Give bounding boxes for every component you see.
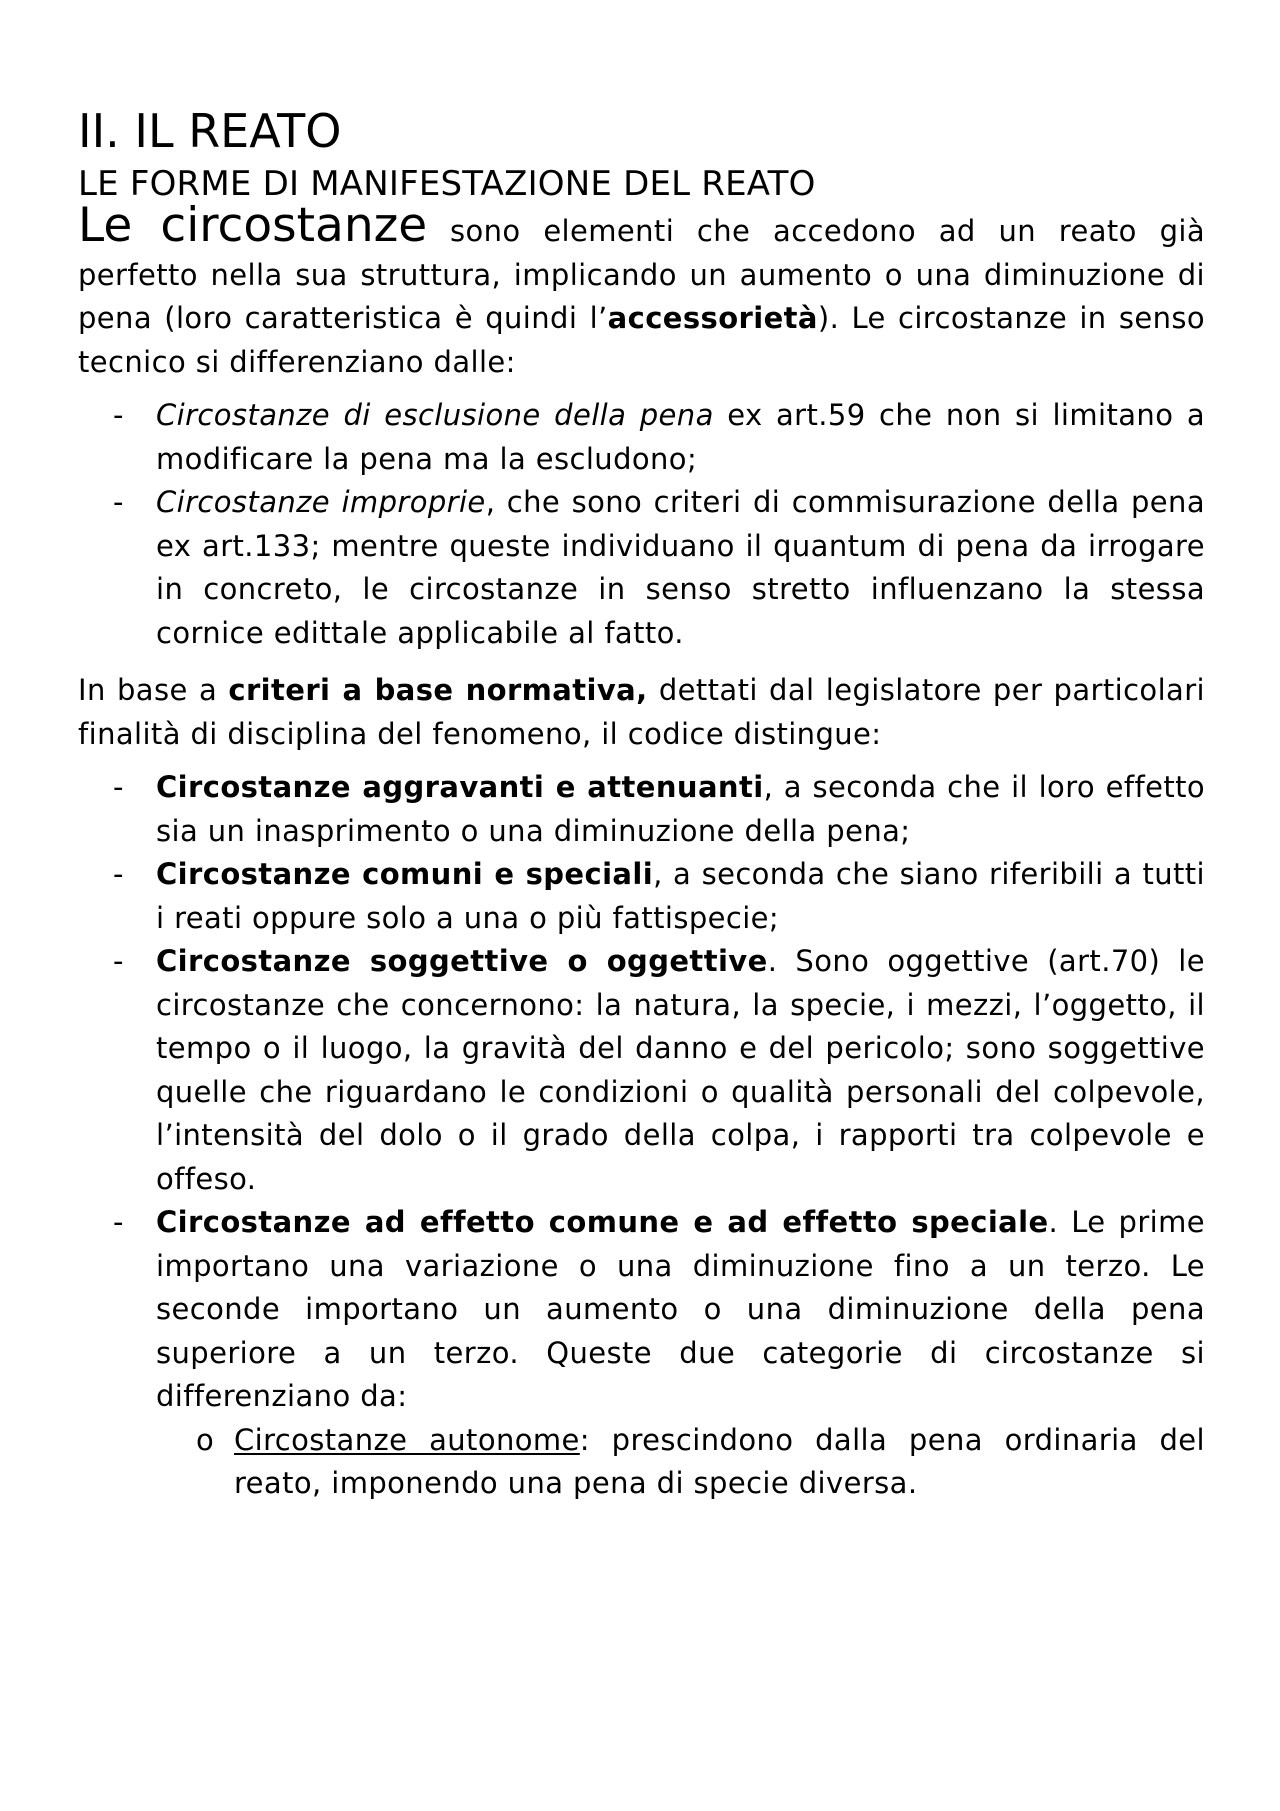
list-item-text: . Le prime importano una variazione o una diminuzione fino a un terzo. Le seconde importano un aumento o una diminuzione della pena superiore a un terzo. Queste due categorie di circostanze si differenziano da: — [156, 1205, 1205, 1413]
list-item — [156, 940, 1205, 1201]
list-item-text: ex art.59 che non si limitano a modificare la pena ma la escludono; — [156, 398, 1205, 476]
circumstance-types-list — [78, 766, 1205, 1506]
list-item-text: . Sono oggettive (art.70) le circostanze che concernono: la natura, la specie, i mezzi, l’oggetto, il tempo o il luogo, la gravità del danno e del pericolo; sono soggettive quelle che riguardano le condizioni o qualità personali del colpevole, l’intensità del dolo o il grado della colpa, i rapporti tra colpevole e offeso. — [156, 944, 1206, 1196]
sublist-item-text: : prescindono dalla pena ordinaria del reato, imponendo una pena di specie diversa. — [234, 1422, 1205, 1500]
section-subtitle: LE FORME DI MANIFESTAZIONE DEL REATO — [78, 164, 816, 204]
list-item-text: , che sono criteri di commisurazione della pena ex art.133; mentre queste individuano il quantum di pena da irrogare in concreto, le circostanze in senso stretto influenzano la stessa cornice edittale applicabile al fatto. — [156, 485, 1205, 650]
list-item-term: Circostanze soggettive o oggettive — [156, 944, 768, 978]
criteria-text-2: dettati dal legislatore per particolari finalità di disciplina del fenomeno, il codice distingue: — [78, 673, 1205, 751]
list-item-text: , a seconda che il loro effetto sia un inasprimento o una diminuzione della pena; — [156, 770, 1205, 848]
criteria-bold-term: criteri a base normativa, — [228, 673, 648, 707]
intro-lead: Le circostanze — [78, 198, 428, 253]
document-content — [78, 102, 1205, 1516]
list-item — [156, 766, 1205, 853]
improper-circumstances-list — [78, 394, 1205, 655]
list-item — [156, 853, 1205, 940]
chapter-title: II. IL REATO — [78, 104, 342, 158]
intro-paragraph — [78, 198, 1206, 384]
list-item-term: Circostanze di esclusione della pena — [156, 398, 714, 432]
list-item-text: , a seconda che siano riferibili a tutti i reati oppure solo a una o più fattispecie; — [156, 857, 1205, 935]
list-item-term: Circostanze ad effetto comune e ad effetto speciale — [156, 1205, 1049, 1239]
list-item-term: Circostanze comuni e speciali — [156, 857, 654, 891]
list-item — [156, 1201, 1205, 1506]
intro-text-2: ). Le circostanze in senso tecnico si differenziano dalle: — [78, 301, 1205, 379]
criteria-text-1: In base a — [78, 673, 229, 707]
intro-text-1: sono elementi che accedono ad un reato già perfetto nella sua struttura, implicando un aumento o una diminuzione di pena (loro caratteristica è quindi l’ — [78, 214, 1206, 335]
sublist-item — [234, 1419, 1205, 1506]
list-item — [156, 481, 1205, 655]
intro-bold-term: accessorietà — [607, 301, 818, 335]
autonomous-circumstances-sublist — [156, 1419, 1205, 1506]
list-item — [156, 394, 1205, 481]
list-item-term: Circostanze aggravanti e attenuanti — [156, 770, 764, 804]
criteria-paragraph — [78, 669, 1205, 756]
list-item-term: Circostanze improprie — [156, 485, 486, 519]
sublist-item-term: Circostanze autonome — [234, 1422, 580, 1457]
